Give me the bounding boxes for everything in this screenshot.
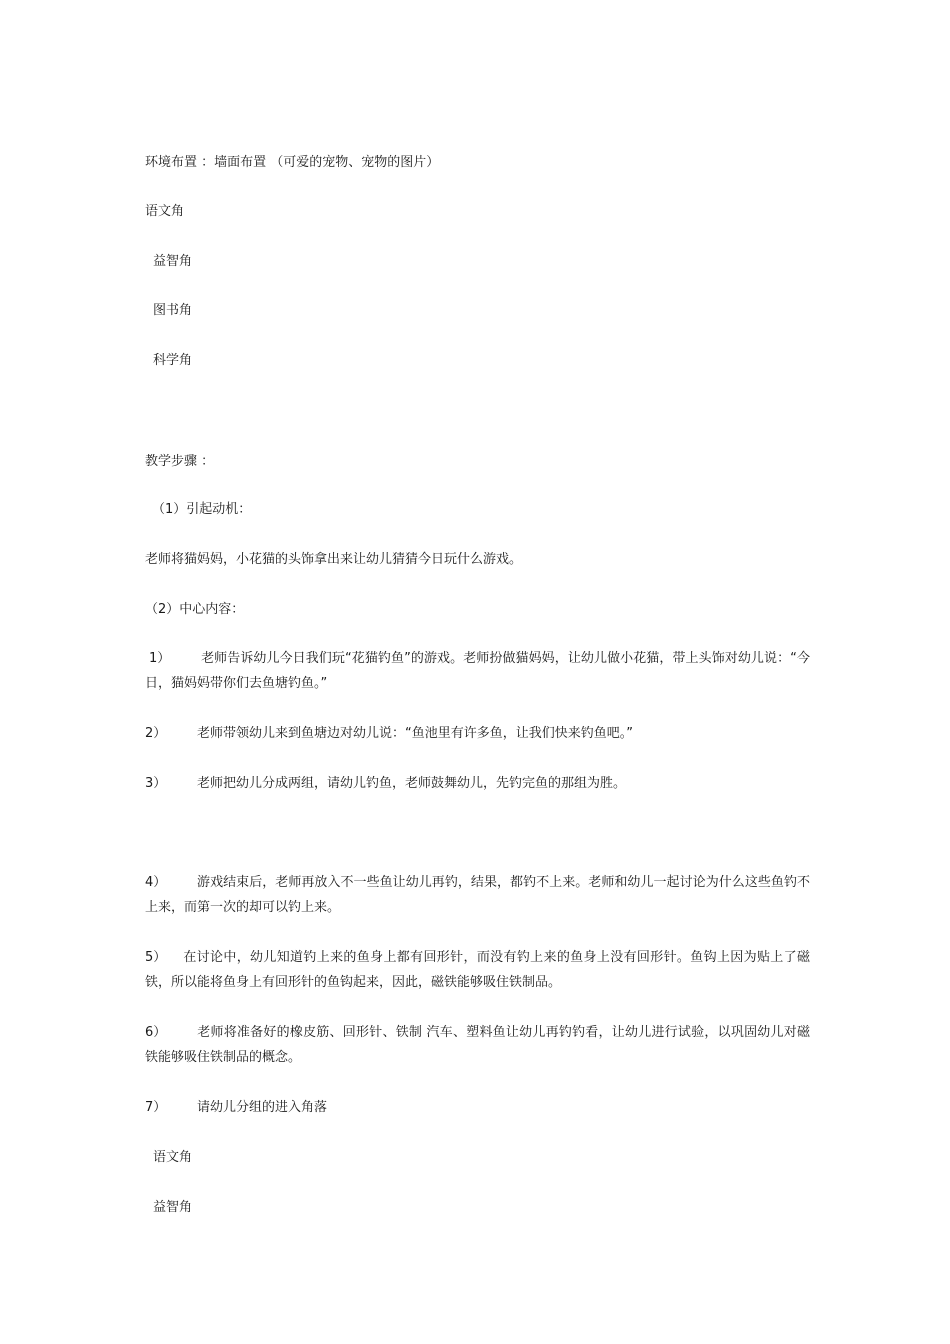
step-number: 7） — [145, 1100, 167, 1115]
step-item-5 — [145, 945, 810, 995]
group-corner-chinese: 语文角 — [153, 1150, 193, 1165]
corner-puzzle: 益智角 — [153, 254, 193, 269]
environment-label: 环境布置 ：墙面布置 （可爱的宠物、宠物的图片） — [145, 155, 440, 170]
motivation-heading: （1）引起动机： — [152, 502, 252, 517]
corner-books: 图书角 — [153, 303, 193, 318]
step-text: 老师带领幼儿来到鱼塘边对幼儿说：“鱼池里有许多鱼，让我们快来钓鱼吧。” — [197, 726, 633, 741]
step-item-7 — [145, 1095, 810, 1120]
core-heading: （2）中心内容： — [145, 602, 245, 617]
step-text: 老师告诉幼儿今日我们玩“花猫钓鱼”的游戏。老师扮做猫妈妈，让幼儿做小花猫，带上头饰对幼儿说：“今日，猫妈妈带你们去鱼塘钓鱼。” — [145, 651, 810, 691]
step-item-4 — [145, 870, 810, 920]
step-text: 老师将准备好的橡皮筋、回形针、铁制 汽车、塑料鱼让幼儿再钓钓看，让幼儿进行试验，以巩固幼儿对磁铁能够吸住铁制品的概念。 — [145, 1025, 810, 1065]
step-number: 1） — [149, 651, 171, 666]
step-item-1 — [145, 646, 810, 696]
step-item-3 — [145, 771, 810, 796]
step-text: 游戏结束后，老师再放入不一些鱼让幼儿再钓，结果，都钓不上来。老师和幼儿一起讨论为什么这些鱼钓不上来，而第一次的却可以钓上来。 — [145, 875, 810, 915]
corner-science: 科学角 — [153, 353, 193, 368]
steps-heading: 教学步骤 ： — [145, 454, 215, 469]
group-corner-puzzle: 益智角 — [153, 1200, 193, 1215]
motivation-text: 老师将猫妈妈，小花猫的头饰拿出来让幼儿猜猜今日玩什么游戏。 — [145, 552, 523, 567]
step-text: 请幼儿分组的进入角落 — [197, 1100, 328, 1115]
step-item-2 — [145, 721, 810, 746]
corner-chinese: 语文角 — [145, 204, 185, 219]
step-item-6 — [145, 1020, 810, 1070]
step-number: 6） — [145, 1025, 167, 1040]
step-number: 2） — [145, 726, 167, 741]
step-number: 4） — [145, 875, 167, 890]
step-text: 在讨论中，幼儿知道钓上来的鱼身上都有回形针，而没有钓上来的鱼身上没有回形针。鱼钩上因为贴上了磁铁，所以能将鱼身上有回形针的鱼钩起来，因此，磁铁能够吸住铁制品。 — [145, 950, 810, 990]
step-text: 老师把幼儿分成两组，请幼儿钓鱼，老师鼓舞幼儿，先钓完鱼的那组为胜。 — [197, 776, 627, 791]
step-number: 3） — [145, 776, 167, 791]
step-number: 5） — [145, 950, 167, 965]
